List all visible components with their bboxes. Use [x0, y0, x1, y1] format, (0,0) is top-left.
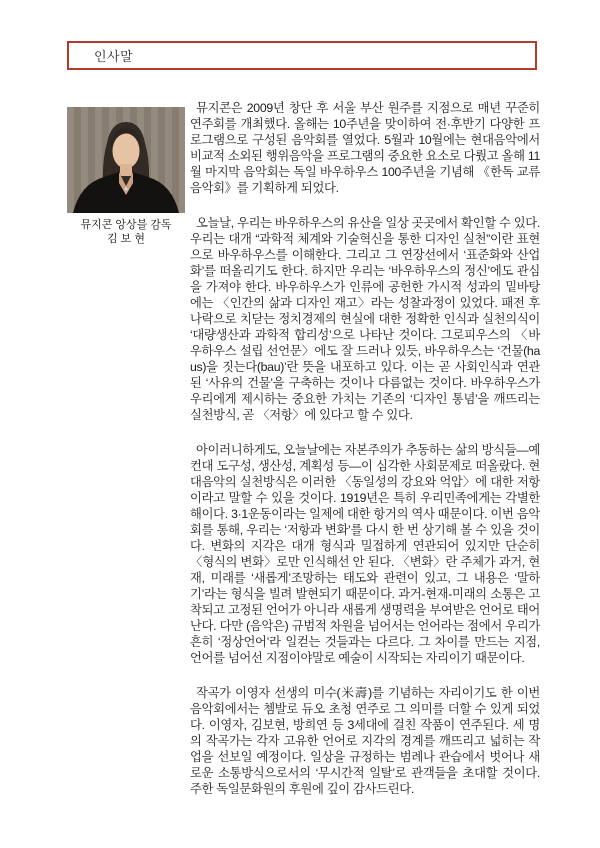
page-title: 인사말 [94, 49, 134, 64]
section-header-box [67, 41, 537, 70]
photo-caption-role: 뮤지콘 앙상블 감독 [80, 219, 172, 231]
greeting-paragraph-2: 오늘날, 우리는 바우하우스의 유산을 일상 곳곳에서 확인할 수 있다. 우리는 대개 “과학적 체계와 기술혁신을 통한 디자인 실천”이란 표현으로 바우하우스를 이해한다. 그리고 그 연장선에서 ‘표준화와 산업화’를 떠올리기도 한다. 하지만 우리는 ‘바우하우스의 정신’에도 관심을 가져야 한다. 바우하우스가 인류에 공헌한 가시적 성과의 밑바탕에는 〈인간의 삶과 디자인 재고〉라는 성찰과정이 있었다. 패전 후 나락으로 치닫는 정치경제의 현실에 대한 정확한 인식과 실천의식이 ‘대량생산과 과학적 합리성’으로 나타난 것이다. 그로피우스의 〈바우하우스 설립 선언문〉에도 잘 드러나 있듯, 바우하우스는 ‘건물(haus)을 짓는다(bau)’란 뜻을 내포하고 있다. 이는 곧 사회인식과 연관된 ‘사유의 건물’을 구축하는 것이나 다름없는 것이다. 바우하우스가 우리에게 제시하는 중요한 가치는 기존의 ‘디자인 통념’을 깨뜨리는 실천방식, 곧 〈저항〉에 있다고 할 수 있다. [190, 216, 540, 422]
greeting-paragraph-4: 작곡가 이영자 선생의 미수(米壽)를 기념하는 자리이기도 한 이번 음악회에서는 쳄발로 듀오 초청 연주로 그 의미를 더할 수 있게 되었다. 이영자, 김보현, 방희연 등 3세대에 걸친 작품이 연주된다. 세 명의 작곡가는 각자 고유한 언어로 지각의 경계를 깨뜨리고 넓히는 작업을 선보일 예정이다. 일상을 규정하는 범례나 관습에서 벗어나 새로운 소통방식으로서의 ‘무시간적 일탈’로 관객들을 초대할 것이다. 주한 독일문화원의 후원에 깊이 감사드린다. [190, 686, 540, 796]
photo-caption-name: 김 보 현 [107, 233, 145, 245]
greeting-paragraph-1: 뮤지콘은 2009년 창단 후 서울 부산 원주를 지점으로 매년 꾸준히 연주회를 개최했다. 올해는 10주년을 맞이하여 전·후반기 다양한 프로그램으로 구성된 음악회를 열었다. 5월과 10월에는 현대음악에서 비교적 소외된 행위음악을 프로그램의 중요한 요소로 다뤘고 올해 11월 마지막 음악회는 독일 바우하우스 100주년을 기념해 《한독 교류음악회》를 기획하게 되었다. [190, 101, 540, 195]
director-photo [67, 107, 185, 213]
photo-caption [67, 218, 185, 246]
greeting-paragraph-3: 아이러니하게도, 오늘날에는 자본주의가 추동하는 삶의 방식들—예컨대 도구성, 생산성, 계획성 등—이 심각한 사회문제로 떠올랐다. 현대음악의 실천방식은 이러한 〈동일성의 강요와 억압〉에 대한 저항이라고 말할 수 있을 것이다. 1919년은 특히 우리민족에게는 각별한 해이다. 3·1운동이라는 일제에 대한 항거의 역사 때문이다. 이번 음악회를 통해, 우리는 ‘저항과 변화’를 다시 한 번 상기해 볼 수 있을 것이다. 변화의 지각은 대개 형식과 밀접하게 연관되어 있지만 단순히 〈형식의 변화〉로만 인식해선 안 된다. 〈변화〉란 주체가 과거, 현재, 미래를 ‘새롭게’조망하는 태도와 관련이 있고, 그 내용은 ‘말하기’라는 형식을 빌려 발현되기 때문이다. 과거-현재-미래의 소통은 고착되고 고정된 언어가 아니라 새롭게 생명력을 부여받은 언어로 태어난다. 다만 (음악은) 규범적 차원을 넘어서는 언어라는 점에서 우리가 흔히 ‘정상언어’라 일컫는 것들과는 다르다. 그 차이를 만드는 지점, 언어를 넘어선 지점이야말로 예술이 시작되는 자리이기 때문이다. [190, 443, 540, 665]
greeting-text-column [190, 100, 540, 816]
director-photo-block [67, 107, 185, 246]
woman-portrait-icon [67, 107, 185, 213]
